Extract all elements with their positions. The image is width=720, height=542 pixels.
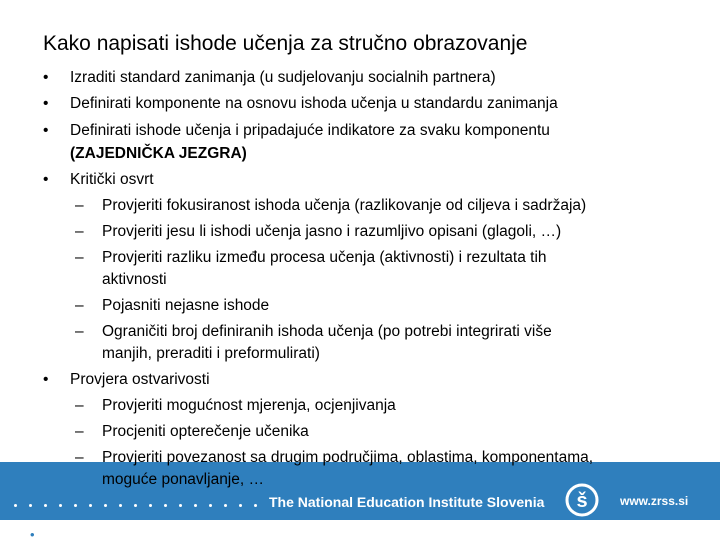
footer-dot [119, 504, 122, 507]
bullet-marker: • [30, 527, 35, 542]
list-item: Izraditi standard zanimanja (u sudjelovanju socialnih partnera) [70, 69, 496, 86]
bullet-marker: • [43, 371, 49, 388]
sub-list-item: Provjeriti mogućnost mjerenja, ocjenjivanja [102, 397, 396, 414]
bullet-marker: • [43, 95, 49, 112]
zrss-logo-icon [562, 480, 602, 520]
footer-dot [44, 504, 47, 507]
dash-marker: – [75, 249, 84, 266]
footer-dot [149, 504, 152, 507]
footer-dot [29, 504, 32, 507]
sub-list-item-continuation: moguće ponavljanje, … [102, 471, 264, 488]
dash-marker: – [75, 197, 84, 214]
footer-dot [59, 504, 62, 507]
sub-list-item: Provjeriti razliku između procesa učenja (aktivnosti) i rezultata tih [102, 249, 547, 266]
svg-text:š: š [576, 490, 588, 512]
dash-marker: – [75, 297, 84, 314]
sub-list-item: Provjeriti jesu li ishodi učenja jasno i razumljivo opisani (glagoli, …) [102, 223, 562, 240]
sub-list-item: Ograničiti broj definiranih ishoda učenja (po potrebi integrirati više [102, 323, 552, 340]
footer-dot [179, 504, 182, 507]
dash-marker: – [75, 423, 84, 440]
list-item: Kritički osvrt [70, 171, 154, 188]
footer-dot [239, 504, 242, 507]
page-title: Kako napisati ishode učenja za stručno obrazovanje [43, 32, 528, 55]
sub-list-item: Provjeriti fokusiranost ishoda učenja (razlikovanje od ciljeva i sadržaja) [102, 197, 587, 214]
sub-list-item-continuation: manjih, preraditi i preformulirati) [102, 345, 320, 362]
footer-dot [209, 504, 212, 507]
sub-list-item: Procjeniti opterečenje učenika [102, 423, 309, 440]
footer-dot [254, 504, 257, 507]
dash-marker: – [75, 397, 84, 414]
footer-dot [224, 504, 227, 507]
sub-list-item: Provjeriti povezanost sa drugim područjima, oblastima, komponentama, [102, 449, 594, 466]
bullet-marker: • [43, 122, 49, 139]
footer-dot [104, 504, 107, 507]
bullet-marker: • [43, 69, 49, 86]
sub-list-item-continuation: aktivnosti [102, 271, 167, 288]
footer-dot [164, 504, 167, 507]
dash-marker: – [75, 323, 84, 340]
footer-website-link[interactable]: www.zrss.si [620, 494, 689, 508]
list-item: Provjera ostvarivosti [70, 371, 210, 388]
footer-dot [14, 504, 17, 507]
dash-marker: – [75, 449, 84, 466]
sub-list-item: Pojasniti nejasne ishode [102, 297, 270, 314]
footer-dot [74, 504, 77, 507]
list-item-continuation: (ZAJEDNIČKA JEZGRA) [70, 145, 247, 162]
bullet-marker: • [43, 171, 49, 188]
list-item: Definirati komponente na osnovu ishoda učenja u standardu zanimanja [70, 95, 558, 112]
dash-marker: – [75, 223, 84, 240]
footer-dot [194, 504, 197, 507]
list-item: Definirati ishode učenja i pripadajuće indikatore za svaku komponentu [70, 122, 550, 139]
footer-organization: The National Education Institute Slovenia [269, 494, 545, 510]
footer-dot [134, 504, 137, 507]
footer-dot [89, 504, 92, 507]
